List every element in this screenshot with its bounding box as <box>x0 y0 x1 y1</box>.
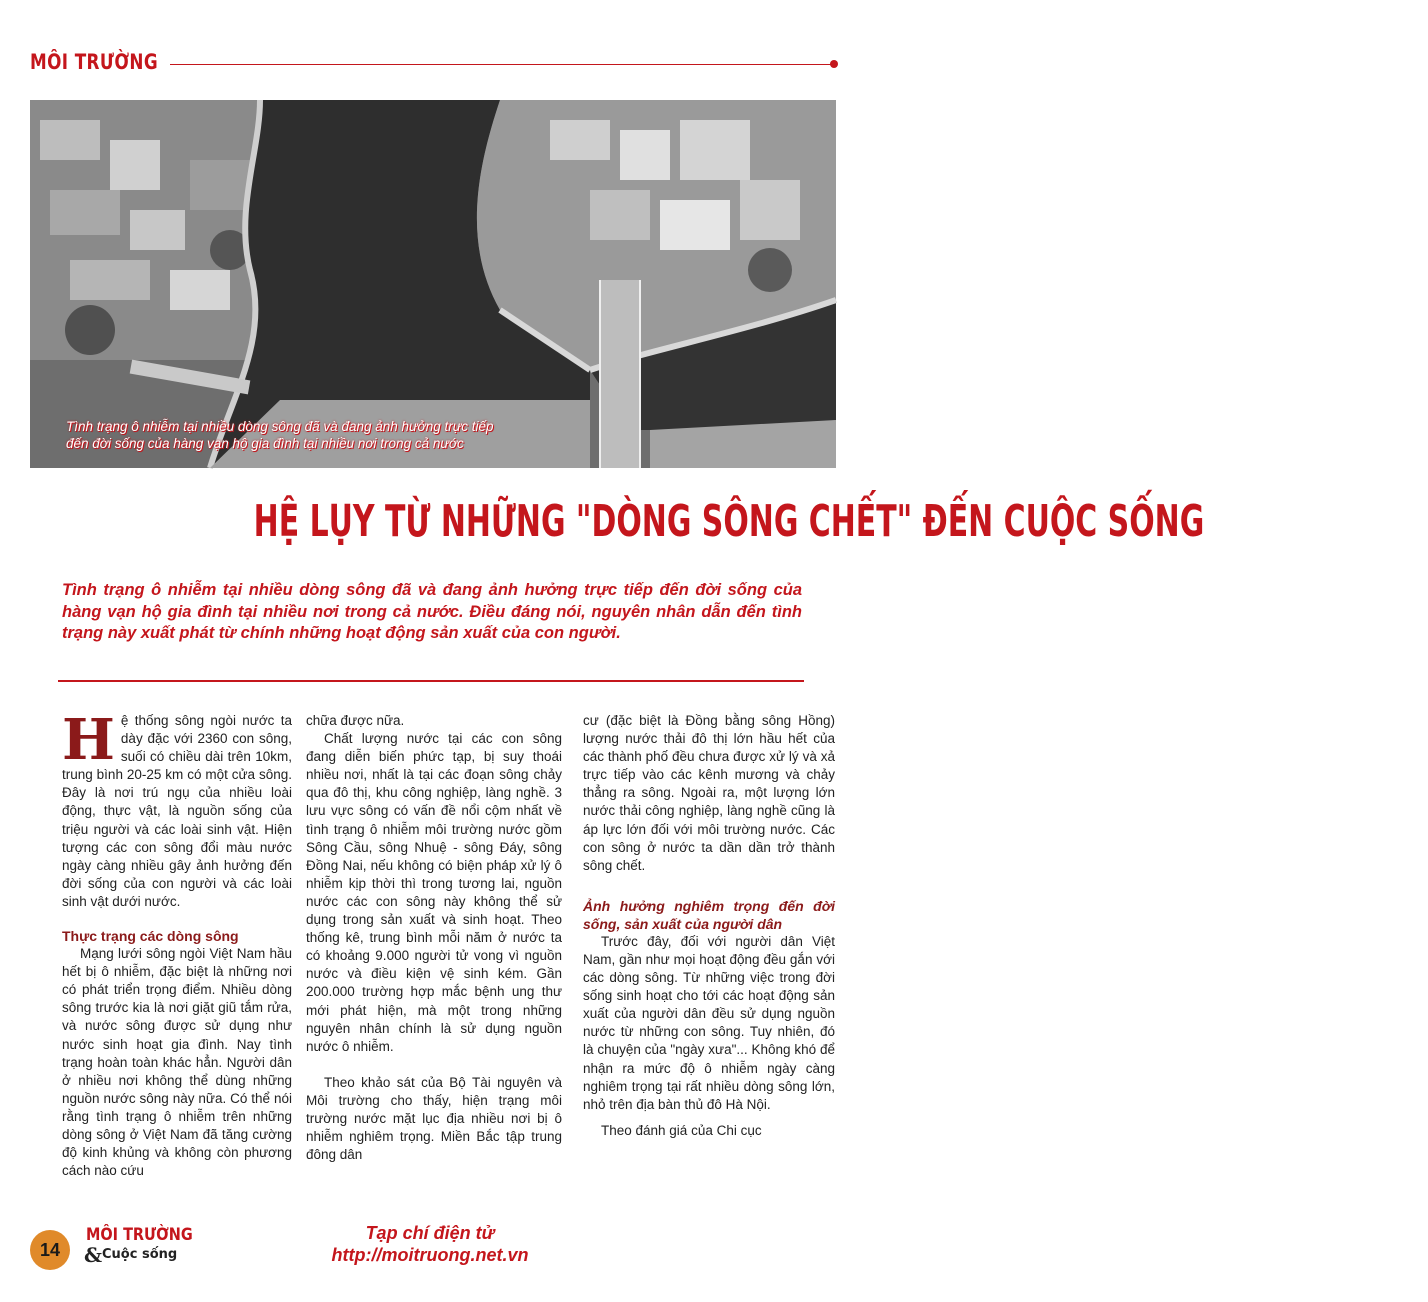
photo-caption <box>66 418 494 452</box>
logo-ampersand: & <box>84 1243 103 1267</box>
paragraph: cư (đặc biệt là Đồng bằng sông Hồng) lượng nước thải đô thị lớn hầu hết của các thành phố đều chưa được xử lý và xả trực tiếp vào các kênh mương và chảy thẳng ra sông. Ngoài ra, một lượng lớn nước thải công nghiệp, làng nghề cũng là áp lực lớn đối với môi trường nước. Các con sông ở nước ta dần dần trở thành sông chết. <box>583 713 835 873</box>
headline-text: HỆ LỤY TỪ NHỮNG "DÒNG SÔNG CHẾT" ĐẾN CUỘC SỐNG <box>253 496 1205 547</box>
logo-subtitle: Cuộc sống <box>102 1247 178 1262</box>
article-headline <box>30 488 1205 556</box>
section-header <box>30 50 840 78</box>
paragraph: Mạng lưới sông ngòi Việt Nam hầu hết bị ô nhiễm, đặc biệt là những nơi có phát triển trọng điểm. Nhiều dòng sông trước kia là nơi giặt giũ tắm rửa, và nước sông được sử dụng như nước sinh hoạt gia đình. Nay tình trạng hoàn toàn khác hẳn. Người dân ở nhiều nơi không thể dùng những nguồn nước sông này nữa. Có thể nói rằng tình trạng ô nhiễm trên những dòng sông ở Việt Nam đã tăng cường độ kinh khủng và không còn phương cách nào cứu <box>62 946 292 1179</box>
article-column-2 <box>306 712 562 1164</box>
section-title: MÔI TRƯỜNG <box>30 50 159 74</box>
caption-line-2: đến đời sống của hàng vạn hộ gia đình tại nhiều nơi trong cả nước <box>66 436 464 451</box>
logo-title: MÔI TRƯỜNG <box>86 1225 193 1245</box>
footer-url[interactable]: http://moitruong.net.vn <box>331 1245 529 1265</box>
page-number-badge: 14 <box>30 1230 70 1270</box>
subheading: Thực trạng các dòng sông <box>62 928 239 945</box>
section-rule-dot <box>830 60 838 68</box>
hero-photo <box>30 100 836 468</box>
magazine-logo <box>84 1225 204 1265</box>
paragraph: chữa được nữa. <box>306 713 405 728</box>
lead-divider <box>58 680 804 682</box>
article-column-1 <box>62 707 292 1180</box>
drop-cap: H <box>62 707 115 773</box>
paragraph: Theo khảo sát của Bộ Tài nguyên và Môi trường cho thấy, hiện trạng môi trường nước mặt lục địa nhiều nơi bị ô nhiễm nghiêm trọng. Miền Bắc tập trung đông dân <box>306 1074 562 1163</box>
paragraph: Theo đánh giá của Chi cục <box>601 1122 762 1138</box>
section-rule <box>170 64 832 65</box>
footer-credit <box>300 1222 560 1266</box>
aerial-river-illustration <box>30 100 836 468</box>
paragraph: Trước đây, đối với người dân Việt Nam, gần như mọi hoạt động đều gắn với các dòng sông. Từ những việc trong đời sống sinh hoạt cho tới các hoạt động sản xuất của người dân đều sử dụng nguồn nước từ những con sông. Tuy nhiên, đó là chuyện của "ngày xưa"... Không khó để nhận ra mức độ ô nhiễm ngày càng nghiêm trọng tại rất nhiều dòng sông lớn, nhỏ trên địa bàn thủ đô Hà Nội. <box>583 933 835 1112</box>
caption-line-1: Tình trạng ô nhiễm tại nhiều dòng sông đã và đang ảnh hưởng trực tiếp <box>66 419 494 434</box>
paragraph: Hệ thống sông ngòi nước ta dày đặc với 2360 con sông, suối có chiều dài trên 10km, trung bình 20-25 km có một cửa sông. Đây là nơi trú ngụ của nhiều loài động, thực vật, là nguồn sống của triệu người và các loài sinh vật. Hiện tượng các con sông đổi màu nước ngày càng nhiều gây ảnh hưởng đến đời sống của con người và các loài sinh vật dưới nước. <box>62 707 292 909</box>
footer-line-1: Tạp chí điện tử <box>365 1223 495 1243</box>
article-column-3 <box>583 712 835 1140</box>
article-lead: Tình trạng ô nhiễm tại nhiều dòng sông đã và đang ảnh hưởng trực tiếp đến đời sống của hàng vạn hộ gia đình tại nhiều nơi trong cả nước. Điều đáng nói, nguyên nhân dẫn đến tình trạng này xuất phát từ chính những hoạt động sản xuất của con người. <box>62 581 802 642</box>
paragraph: Chất lượng nước tại các con sông đang diễn biến phức tạp, bị suy thoái nhiều nơi, nhất là tại các đoạn sông chảy qua đô thị, khu công nghiệp, làng nghề. 3 lưu vực sông có vấn đề nổi cộm nhất về tình trạng ô nhiễm môi trường nước gồm Sông Cầu, sông Nhuệ - sông Đáy, sông Đồng Nai, nếu không có biện pháp xử lý ô nhiễm kịp thời thì trong tương lai, nguồn nước các con sông này không thể sử dụng trong sản xuất và sinh hoạt. Theo thống kê, trung bình mỗi năm ở nước ta có khoảng 9.000 người tử vong vì nguồn nước và điều kiện vệ sinh kém. Gần 200.000 trường hợp mắc bệnh ung thư mới phát hiện, mà một trong những nguyên nhân chính là sử dụng nguồn nước ô nhiễm. <box>306 731 562 1054</box>
subheading: Ảnh hưởng nghiêm trọng đến đời sống, sản xuất của người dân <box>583 897 835 932</box>
